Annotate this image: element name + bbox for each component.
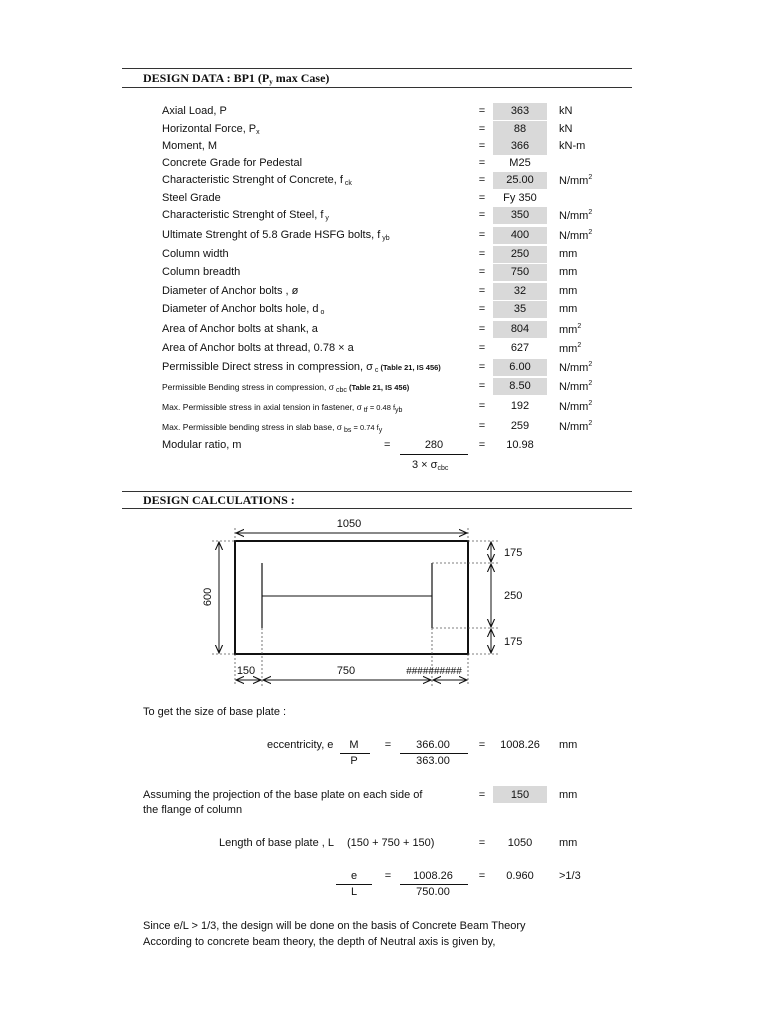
length-unit: mm	[559, 837, 578, 849]
row-unit: kN	[559, 123, 573, 135]
equals-sign: =	[478, 870, 486, 882]
dim-right-label-1: 175	[504, 547, 523, 559]
design-calculations-title: DESIGN CALCULATIONS :	[143, 493, 295, 507]
row-value: 88	[493, 121, 547, 138]
equals-sign: =	[478, 123, 486, 135]
equals-sign: =	[478, 248, 486, 260]
equals-sign: =	[478, 439, 486, 451]
ecc-num-symbol: M	[349, 739, 359, 751]
equals-sign: =	[478, 837, 486, 849]
dim-right-label-3: 175	[504, 636, 523, 648]
row-value: 400	[493, 227, 547, 244]
row-value: Fy 350	[503, 192, 537, 204]
row-label: Concrete Grade for Pedestal	[162, 157, 303, 169]
row-label: Diameter of Anchor bolts , ø	[162, 285, 299, 297]
row-unit: $mm^2$	[559, 342, 582, 355]
row-value: 192	[510, 400, 530, 412]
equals-sign: =	[478, 157, 486, 169]
intro-text: To get the size of base plate :	[143, 706, 287, 718]
row-label: Column width	[162, 248, 229, 260]
ratio-denominator: 750.00	[416, 886, 450, 898]
modular-ratio-value: 10.98	[506, 439, 534, 451]
ratio-den-symbol: L	[350, 886, 358, 898]
row-value: 35	[493, 301, 547, 318]
equals-sign: =	[478, 105, 486, 117]
equals-sign: =	[478, 739, 486, 751]
equals-sign: =	[384, 870, 392, 882]
row-value: 350	[493, 207, 547, 224]
projection-unit: mm	[559, 789, 578, 801]
row-label: Column breadth	[162, 266, 241, 278]
modular-ratio-label: Modular ratio, m	[162, 439, 242, 451]
ratio-numerator: 1008.26	[413, 870, 453, 882]
note-neutral-axis: According to concrete beam theory, the depth of Neutral axis is given by,	[143, 936, 496, 948]
dim-bottom-label-2: 750	[336, 665, 356, 677]
ecc-denominator: 363.00	[416, 755, 450, 767]
equals-sign: =	[478, 209, 486, 221]
equals-sign: =	[478, 342, 486, 354]
projection-text-line2: the flange of column	[143, 804, 243, 816]
row-value: 32	[493, 283, 547, 300]
row-value: 250	[493, 246, 547, 263]
row-value: 6.00	[493, 359, 547, 376]
equals-sign: =	[478, 285, 486, 297]
dim-bottom-label-3: ##########	[406, 666, 462, 677]
row-unit: $N/mm^2$	[559, 229, 593, 242]
row-label: Max. Permissible stress in axial tension in fastener, σ $_{tf}$ = 0.48 $f_{yb}$	[162, 402, 403, 414]
fraction-line	[400, 884, 468, 885]
row-unit: $N/mm^2$	[559, 400, 593, 413]
length-label: Length of base plate , L	[219, 837, 334, 849]
ratio-num-symbol: e	[350, 870, 358, 882]
equals-sign: =	[384, 739, 392, 751]
modular-ratio-numerator: 280	[424, 439, 444, 451]
row-unit: $N/mm^2$	[559, 420, 593, 433]
row-value: 363	[493, 103, 547, 120]
row-unit: mm	[559, 248, 578, 260]
equals-sign: =	[478, 400, 486, 412]
row-value: 259	[510, 420, 530, 432]
row-unit: mm	[559, 285, 578, 297]
equals-sign: =	[478, 789, 486, 801]
row-label: Area of Anchor bolts at thread, 0.78 × a	[162, 342, 354, 354]
row-label: Moment, M	[162, 140, 218, 152]
length-value: 1050	[507, 837, 533, 849]
eccentricity-label: eccentricity, e	[267, 739, 334, 751]
row-label: Diameter of Anchor bolts hole, d $_o$	[162, 303, 325, 316]
length-expression: (150 + 750 + 150)	[347, 837, 435, 849]
row-value: 750	[493, 264, 547, 281]
row-label: Permissible Direct stress in compression, σ $_c$ (Table 21, IS 456)	[162, 361, 441, 374]
equals-sign: =	[478, 420, 486, 432]
note-concrete-beam-theory: Since e/L > 1/3, the design will be done on the basis of Concrete Beam Theory	[143, 920, 526, 932]
row-unit: $mm^2$	[559, 323, 582, 336]
row-value: 25.00	[493, 172, 547, 189]
row-unit: $N/mm^2$	[559, 380, 593, 393]
projection-value: 150	[510, 789, 530, 801]
row-value: 627	[510, 342, 530, 354]
dim-top-label: 1050	[336, 518, 362, 530]
base-plate-outline	[235, 541, 468, 654]
row-unit: $N/mm^2$	[559, 174, 593, 187]
row-label: Characteristic Strenght of Steel, f $_y$	[162, 209, 329, 222]
row-unit: mm	[559, 266, 578, 278]
equals-sign: =	[478, 192, 486, 204]
row-label: Steel Grade	[162, 192, 221, 204]
modular-ratio-denominator: $3 \times \sigma_{cbc}$	[412, 459, 449, 472]
ratio-value: 0.960	[506, 870, 534, 882]
row-label: Permissible Bending stress in compression, σ $_{cbc}$ (Table 21, IS 456)	[162, 382, 410, 394]
equals-sign: =	[478, 140, 486, 152]
fraction-line	[400, 753, 468, 754]
equals-sign: =	[478, 266, 486, 278]
ecc-result: 1008.26	[500, 739, 540, 751]
row-value: 8.50	[493, 378, 547, 395]
equals-sign: =	[478, 323, 486, 335]
design-data-title: DESIGN DATA : BP1 ($P_y$ max Case)	[143, 71, 330, 86]
ecc-numerator: 366.00	[416, 739, 450, 751]
row-unit: kN	[559, 105, 573, 117]
equals-sign: =	[478, 229, 486, 241]
ratio-note: >1/3	[559, 870, 581, 882]
row-label: Horizontal Force, $P_x$	[162, 123, 260, 136]
equals-sign: =	[478, 303, 486, 315]
equals-sign: =	[478, 174, 486, 186]
equals-sign: =	[478, 380, 486, 392]
row-unit: mm	[559, 303, 578, 315]
row-unit: $N/mm^2$	[559, 361, 593, 374]
row-label: Characteristic Strenght of Concrete, f $_{ck}$	[162, 174, 352, 187]
dim-right-label-2: 250	[504, 590, 523, 602]
row-value: 804	[493, 321, 547, 338]
row-unit: kN-m	[559, 140, 586, 152]
row-label: Area of Anchor bolts at shank, a	[162, 323, 318, 335]
row-value: M25	[509, 157, 531, 169]
ecc-den-symbol: P	[350, 755, 358, 767]
ecc-unit: mm	[559, 739, 578, 751]
row-unit: $N/mm^2$	[559, 209, 593, 222]
row-label: Axial Load, P	[162, 105, 227, 117]
modular-ratio-eq: =	[384, 439, 391, 451]
fraction-line	[336, 884, 372, 885]
row-label: Max. Permissible bending stress in slab base, σ $_{bs}$ = 0.74 $f_y$	[162, 422, 383, 434]
dim-bottom-label-1: 150	[236, 665, 256, 677]
dim-left-label: 600	[202, 587, 214, 607]
row-value: 366	[493, 138, 547, 155]
projection-text-line1: Assuming the projection of the base plate on each side of	[143, 789, 423, 801]
fraction-line	[340, 753, 370, 754]
equals-sign: =	[478, 361, 486, 373]
row-label: Ultimate Strenght of 5.8 Grade HSFG bolts, f $_{yb}$	[162, 229, 390, 242]
